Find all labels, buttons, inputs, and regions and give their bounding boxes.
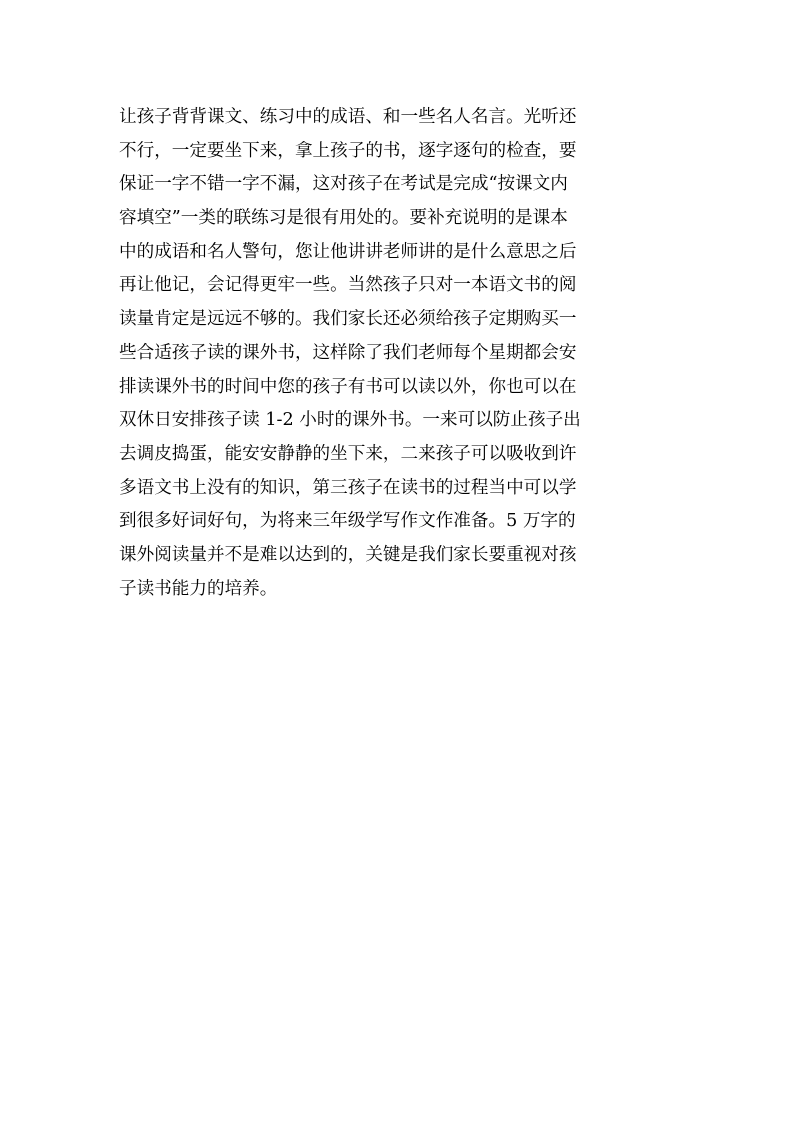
- text-line: 课外阅读量并不是难以达到的，关键是我们家长要重视对孩: [119, 544, 577, 565]
- text-line: 双休日安排孩子读 1-2 小时的课外书。一来可以防止孩子出: [119, 410, 581, 431]
- text-line: 排读课外书的时间中您的孩子有书可以读以外，你也可以在: [119, 376, 577, 397]
- text-line: 保证一字不错一字不漏，这对孩子在考试是完成“按课文内: [119, 174, 568, 195]
- text-line: 子读书能力的培养。: [119, 578, 278, 599]
- text-line: 中的成语和名人警句，您让他讲讲老师讲的是什么意思之后: [119, 241, 577, 262]
- body-paragraph: [119, 101, 679, 606]
- text-line: 到很多好词好句，为将来三年级学写作文作准备。5 万字的: [119, 511, 576, 532]
- text-line: 去调皮捣蛋，能安安静静的坐下来，二来孩子可以吸收到许: [119, 443, 577, 464]
- text-line: 让孩子背背课文、练习中的成语、和一些名人名言。光听还: [119, 107, 577, 127]
- text-line: 些合适孩子读的课外书，这样除了我们老师每个星期都会安: [119, 342, 577, 363]
- text-line: 多语文书上没有的知识，第三孩子在读书的过程当中可以学: [119, 477, 577, 498]
- text-line: 读量肯定是远远不够的。我们家长还必须给孩子定期购买一: [119, 309, 577, 330]
- text-line: 不行，一定要坐下来，拿上孩子的书，逐字逐句的检查，要: [119, 140, 577, 161]
- text-line: 容填空”一类的联练习是很有用处的。要补充说明的是课本: [119, 208, 568, 229]
- text-line: 再让他记，会记得更牢一些。当然孩子只对一本语文书的阅: [119, 275, 577, 296]
